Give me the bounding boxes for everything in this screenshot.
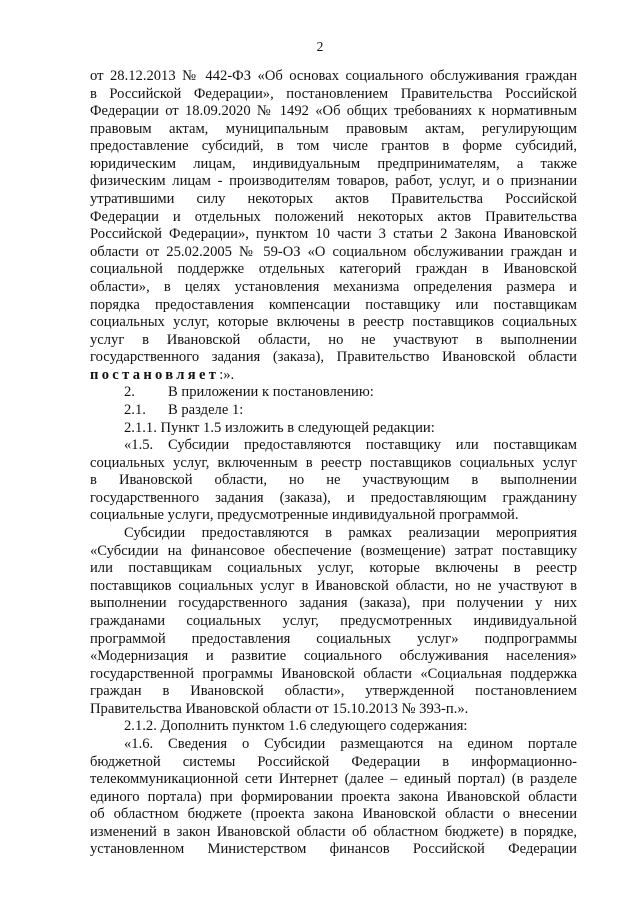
text-line: социальные услуги, предусмотренные индивидуальной программой.	[90, 507, 519, 524]
text-line: «Субсидии на финансовое обеспечение (возмещение) затрат поставщику	[90, 542, 577, 559]
text-line: в Ивановской области, но не участвующим в выполнении	[90, 472, 577, 489]
numbered-item	[90, 384, 577, 402]
item-text: В приложении к постановлению:	[168, 384, 374, 401]
text-line: государственного задания (заказа), Правительство Ивановской области	[90, 349, 577, 366]
resolution-tail: :».	[219, 366, 235, 383]
text-line: граждан в Ивановской области», утвержденной постановлением	[90, 683, 577, 700]
document-body	[90, 68, 577, 859]
text-line: Российской Федерации», пунктом 10 части 3 статьи 2 Закона Ивановской	[90, 226, 577, 243]
text-line: физическим лицам - производителям товаров, работ, услуг, и о признании	[90, 173, 577, 190]
text-line: государственной программы Ивановской области «Социальная поддержка	[90, 665, 577, 682]
paragraph-start: 2.1.1. Пункт 1.5 изложить в следующей редакции:	[124, 419, 435, 436]
page-number: 2	[316, 39, 324, 54]
text-line: утратившими силу некоторых актов Правительства Российской	[90, 191, 577, 208]
text-line: государственного задания (заказа), и предоставляющим гражданину	[90, 489, 577, 506]
text-line: выполнении государственного задания (заказа), при получении у них	[90, 595, 577, 612]
text-line: социальных услуг, которые включены в реестр поставщиков социальных	[90, 314, 577, 331]
text-line: услуг в Ивановской области, но не участвуют в выполнении	[90, 331, 577, 348]
numbered-item	[90, 402, 577, 420]
item-text: В разделе 1:	[168, 401, 244, 418]
paragraph-start: 2.1.2. Дополнить пунктом 1.6 следующего содержания:	[124, 718, 468, 735]
item-number: 2.	[124, 384, 135, 401]
paragraph-start: «1.5. Субсидии предоставляются поставщику или поставщикам	[124, 437, 577, 454]
text-line: области», в целях установления механизма определения размера и	[90, 278, 577, 295]
text-line: бюджетной системы Российской Федерации в информационно-	[90, 753, 577, 770]
text-line: телекоммуникационной сети Интернет (далее – единый портал) (в разделе	[90, 771, 577, 788]
text-line: «Модернизация и развитие социального обслуживания населения»	[90, 648, 577, 665]
text-line: программой предоставления социальных услуг» подпрограммы	[90, 630, 577, 647]
resolution-line	[90, 367, 577, 385]
paragraph-start: Субсидии предоставляются в рамках реализации мероприятия	[124, 525, 577, 542]
text-line: Федерации и отдельных положений некоторых актов Правительства	[90, 208, 577, 225]
text-line: в Российской Федерации», постановлением Правительства Российской	[90, 85, 577, 102]
text-line: юридическим лицам, индивидуальным предпринимателям, а также	[90, 155, 577, 172]
text-line: гражданами социальных услуг, предусмотренных индивидуальной	[90, 612, 577, 629]
text-line: единого портала) при формировании проекта закона Ивановской области	[90, 788, 577, 805]
item-number: 2.1.	[124, 401, 146, 418]
text-line: предоставление субсидий, в том числе грантов в форме субсидий,	[90, 138, 577, 155]
text-line: социальных услуг, включенным в реестр поставщиков социальных услуг	[90, 454, 577, 471]
text-line: порядка предоставления компенсации поставщику или поставщикам	[90, 296, 577, 313]
text-line: Федерации от 18.09.2020 № 1492 «Об общих требованиях к нормативным	[90, 103, 577, 120]
text-line: изменений в закон Ивановской области об областном бюджете) в порядке,	[90, 823, 577, 840]
text-line: Правительства Ивановской области от 15.10.2013 № 393-п.».	[90, 700, 469, 717]
text-line: об областном бюджете (проекта закона Ивановской области о внесении	[90, 806, 577, 823]
text-line: социальной поддержке отдельных категорий граждан в Ивановской	[90, 261, 577, 278]
text-line: поставщиков социальных услуг в Ивановской области, но не участвуют в	[90, 577, 577, 594]
paragraph-start: «1.6. Сведения о Субсидии размещаются на едином портале	[124, 735, 577, 752]
text-line: установленном Министерством финансов Российской Федерации	[90, 841, 577, 858]
resolution-keyword: постановляет	[90, 366, 220, 383]
text-line: от 28.12.2013 № 442-ФЗ «Об основах социального обслуживания граждан	[90, 68, 577, 84]
text-line: или поставщикам социальных услуг, которые включены в реестр	[90, 560, 577, 577]
text-line: области от 25.02.2005 № 59-ОЗ «О социальном обслуживании граждан и	[90, 243, 577, 260]
text-line: правовым актам, муниципальным правовым актам, регулирующим	[90, 120, 577, 137]
